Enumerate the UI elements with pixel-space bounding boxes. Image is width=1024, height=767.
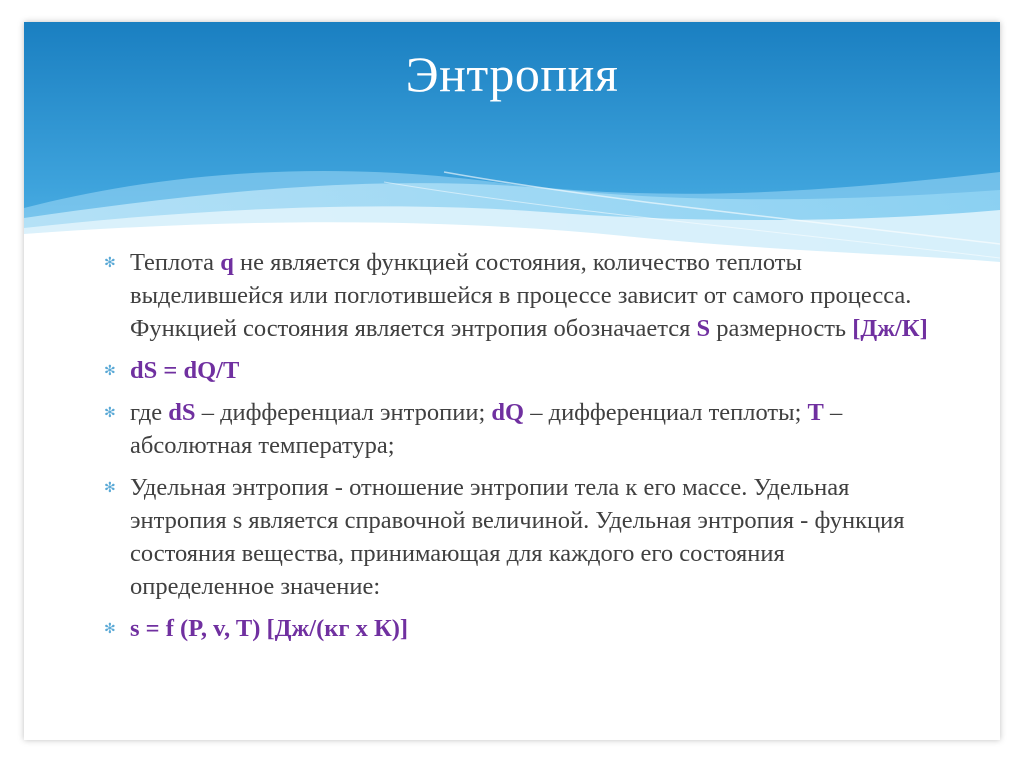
item-text: – дифференциал теплоты; xyxy=(524,399,808,426)
list-item xyxy=(104,471,934,603)
emphasis-text: dS xyxy=(168,399,196,426)
list-item xyxy=(104,396,934,462)
asterisk-bullet-icon: ✻ xyxy=(104,364,116,379)
asterisk-bullet-icon: ✻ xyxy=(104,406,116,421)
list-item xyxy=(104,246,934,345)
bullet-list xyxy=(104,246,934,654)
formula-text: dS = dQ/T xyxy=(130,357,240,384)
asterisk-bullet-icon: ✻ xyxy=(104,481,116,496)
item-text: где xyxy=(130,399,169,426)
emphasis-text: q xyxy=(220,249,234,276)
item-text: размерность xyxy=(710,315,853,342)
asterisk-bullet-icon: ✻ xyxy=(104,256,116,271)
emphasis-text: [Дж/К] xyxy=(852,315,928,342)
slide xyxy=(24,22,1000,740)
emphasis-text: T xyxy=(807,399,824,426)
item-text: не является функцией состояния, количество теплоты выделившейся или поглотившейся в процессе зависит от самого процесса. Функцией состояния является энтропия обозначается xyxy=(130,249,912,342)
asterisk-bullet-icon: ✻ xyxy=(104,622,116,637)
item-text: Теплота xyxy=(130,249,221,276)
slide-title: Энтропия xyxy=(405,46,619,102)
emphasis-text: S xyxy=(696,315,711,342)
formula-text: s = f (P, v, T) [Дж/(кг x К)] xyxy=(130,615,409,642)
list-item xyxy=(104,354,934,387)
item-text: – абсолютная температура; xyxy=(130,399,843,459)
item-text: Удельная энтропия - отношение энтропии тела к его массе. Удельная энтропия s является справочной величиной. Удельная энтропия - функция состояния вещества, принимающая для каждого его состояния определенное значение: xyxy=(130,474,905,600)
list-item xyxy=(104,612,934,645)
item-text: – дифференциал энтропии; xyxy=(195,399,492,426)
emphasis-text: dQ xyxy=(491,399,525,426)
